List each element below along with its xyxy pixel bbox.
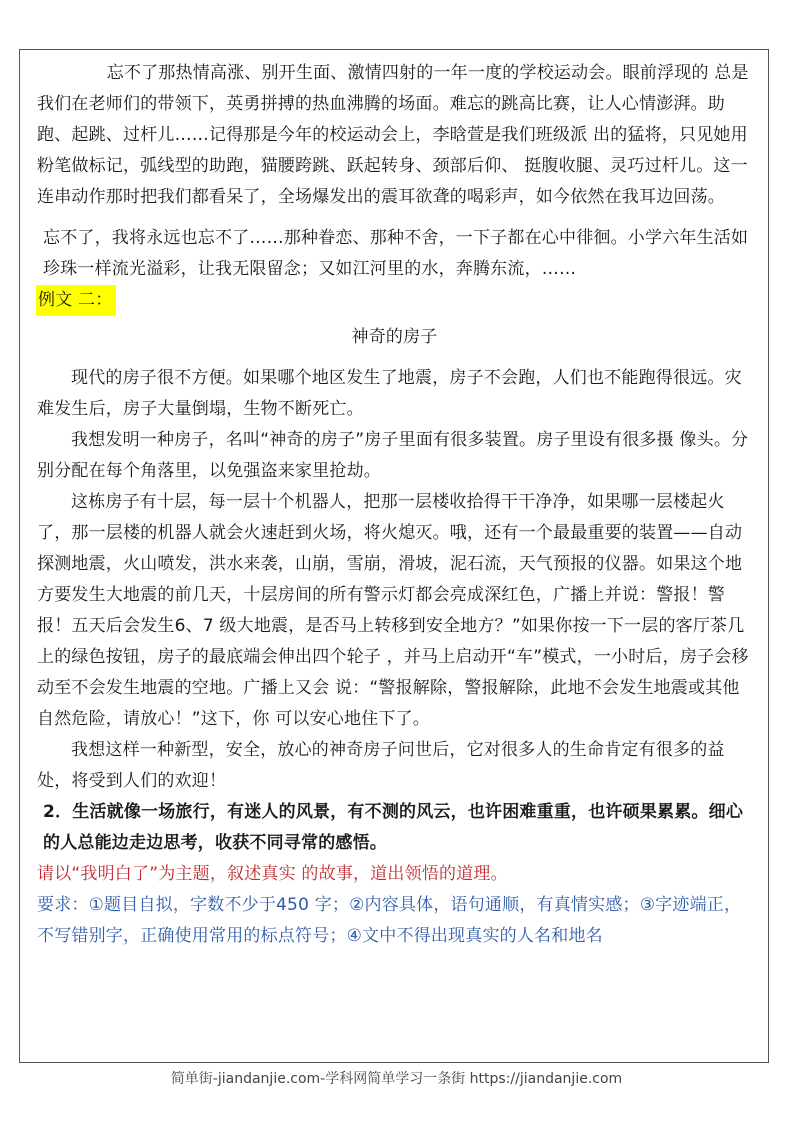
- essay-paragraph: 我想这样一种新型，安全，放心的神奇房子问世后，它对很多人的生命肯定有很多的益处，将受到人们的欢迎！: [37, 740, 725, 791]
- page-footer: 简单街-jiandanjie.com-学科网简单学习一条街 https://jiandanjie.com: [170, 1071, 623, 1087]
- essay-paragraph: 我想发明一种房子，名叫“神奇的房子”房子里面有很多装置。房子里设有很多摄 像头。分别分配在每个角落里，以免强盗来家里抢劫。: [37, 430, 749, 481]
- body-paragraph-2: 忘不了，我将永远也忘不了……那种眷恋、那种不舍，一下子都在心中徘徊。小学六年生活如珍珠一样流光溢彩，让我无限留念；又如江河里的水，奔腾东流，……: [43, 228, 749, 279]
- question-instruction: 请以“我明白了”为主题，叙述真实 的故事，道出领悟的道理。: [37, 864, 508, 884]
- document-body: [37, 58, 752, 952]
- body-paragraph-1: 忘不了那热情高涨、别开生面、激情四射的一年一度的学校运动会。眼前浮现的 总是我们在老师们的带领下，英勇拼搏的热血沸腾的场面。难忘的跳高比赛，让人心情澎湃。助跑、起跳、过杆儿……记得那是今年的校运动会上，李晗萱是我们班级派 出的猛将，只见她用粉笔做标记，弧线型的助跑，猫腰跨跳、跃起转身、颈部后仰、 挺腹收腿、灵巧过杆儿。这一连串动作那时把我们都看呆了，全场爆发出的震耳欲聋的喝彩声，如今依然在我耳边回荡。: [37, 63, 749, 207]
- paragraph-gap: [37, 213, 752, 223]
- essay-paragraph: 现代的房子很不方便。如果哪个地区发生了地震，房子不会跑，人们也不能跑得很远。灾难发生后，房子大量倒塌，生物不断死亡。: [37, 368, 742, 419]
- example-heading-line: [37, 285, 752, 316]
- essay-paragraph: 这栋房子有十层，每一层十个机器人，把那一层楼收拾得干干净净，如果哪一层楼起火了，那一层楼的机器人就会火速赶到火场，将火熄灭。哦，还有一个最最重要的装置——自动探测地震，火山喷发，洪水来袭，山崩，雪崩，滑坡，泥石流，天气预报的仪器。如果这个地方要发生大地震的前几天，十层房间的所有警示灯都会亮成深红色，广播上并说：警报！警报！五天后会发生6、7 级大地震，是否马上转移到安全地方？”如果你按一下一层的客厅茶几上的绿色按钮，房子的最底端会伸出四个轮子 ，并马上启动开“车”模式，一小时后，房子会移动至不会发生地震的空地。广播上又会 说：“警报解除，警报解除，此地不会发生地震或其他自然危险，请放心！”这下，你 可以安心地住下了。: [37, 492, 749, 729]
- essay-title: 神奇的房子: [351, 327, 438, 347]
- example-heading: 例文 二：: [36, 285, 116, 316]
- question-requirements: 要求：①题目自拟，字数不少于450 字；②内容具体，语句通顺，有真情实感；③字迹端正，不写错别字，正确使用常用的标点符号；④文中不得出现真实的人名和地名: [37, 895, 742, 946]
- question-stem: 2．生活就像一场旅行，有迷人的风景，有不测的风云，也许困难重重，也许硕果累累。细心的人总能边走边思考，收获不同寻常的感悟。: [43, 802, 744, 853]
